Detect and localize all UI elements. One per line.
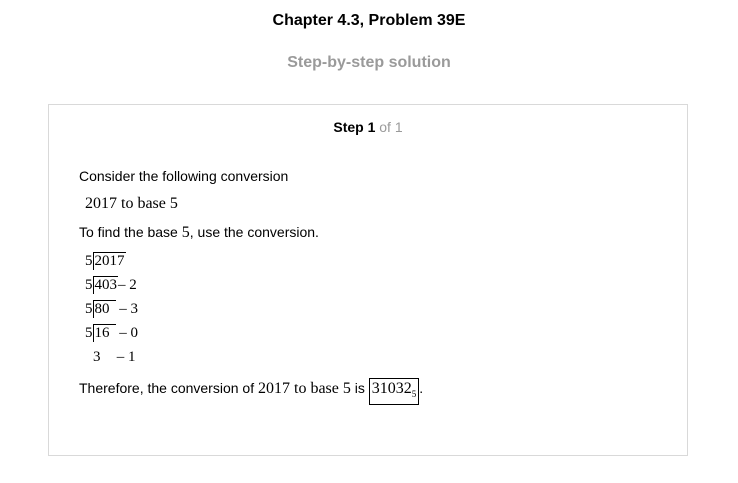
answer-box bbox=[369, 378, 420, 405]
solution-card bbox=[48, 104, 688, 456]
base-value: 5 bbox=[181, 224, 190, 241]
division-divisor: 5 bbox=[85, 253, 93, 269]
step-indicator bbox=[49, 119, 687, 135]
division-divisor: 5 bbox=[85, 277, 93, 293]
base-text-before: To find the base bbox=[79, 224, 178, 240]
division-dividend: 2017 bbox=[94, 253, 125, 269]
conclusion-is: is bbox=[354, 380, 365, 396]
division-row bbox=[85, 323, 138, 343]
conclusion-expression: 2017 to base 5 bbox=[258, 380, 351, 397]
conclusion-suffix: . bbox=[419, 380, 424, 396]
division-dividend: 3 bbox=[93, 349, 101, 365]
step-of: of 1 bbox=[379, 119, 403, 135]
step-label: Step 1 bbox=[333, 119, 376, 135]
division-divisor: 5 bbox=[85, 325, 93, 341]
page-title: Chapter 4.3, Problem 39E bbox=[272, 12, 466, 29]
division-row bbox=[85, 251, 126, 271]
page-subtitle: Step-by-step solution bbox=[287, 54, 451, 71]
division-divisor: 5 bbox=[85, 301, 93, 317]
problem-expression: 2017 to base 5 bbox=[85, 195, 178, 212]
division-remainder: – 3 bbox=[119, 301, 138, 317]
division-remainder: – 2 bbox=[118, 277, 137, 293]
base-text-after: , use the conversion. bbox=[189, 224, 319, 240]
answer-base: 5 bbox=[411, 389, 417, 400]
division-row bbox=[85, 275, 137, 295]
division-dividend: 403 bbox=[94, 277, 117, 293]
division-remainder: – 1 bbox=[116, 349, 136, 365]
division-dividend: 80 bbox=[93, 300, 116, 318]
answer-value: 31032 bbox=[371, 380, 412, 397]
conclusion bbox=[79, 378, 423, 405]
division-dividend: 16 bbox=[93, 324, 116, 342]
conclusion-prefix: Therefore, the conversion of bbox=[79, 380, 255, 396]
division-row bbox=[93, 347, 136, 367]
base-instruction bbox=[79, 224, 319, 242]
division-remainder: – 0 bbox=[119, 325, 138, 341]
division-row bbox=[85, 299, 138, 319]
intro-text: Consider the following conversion bbox=[79, 168, 289, 184]
